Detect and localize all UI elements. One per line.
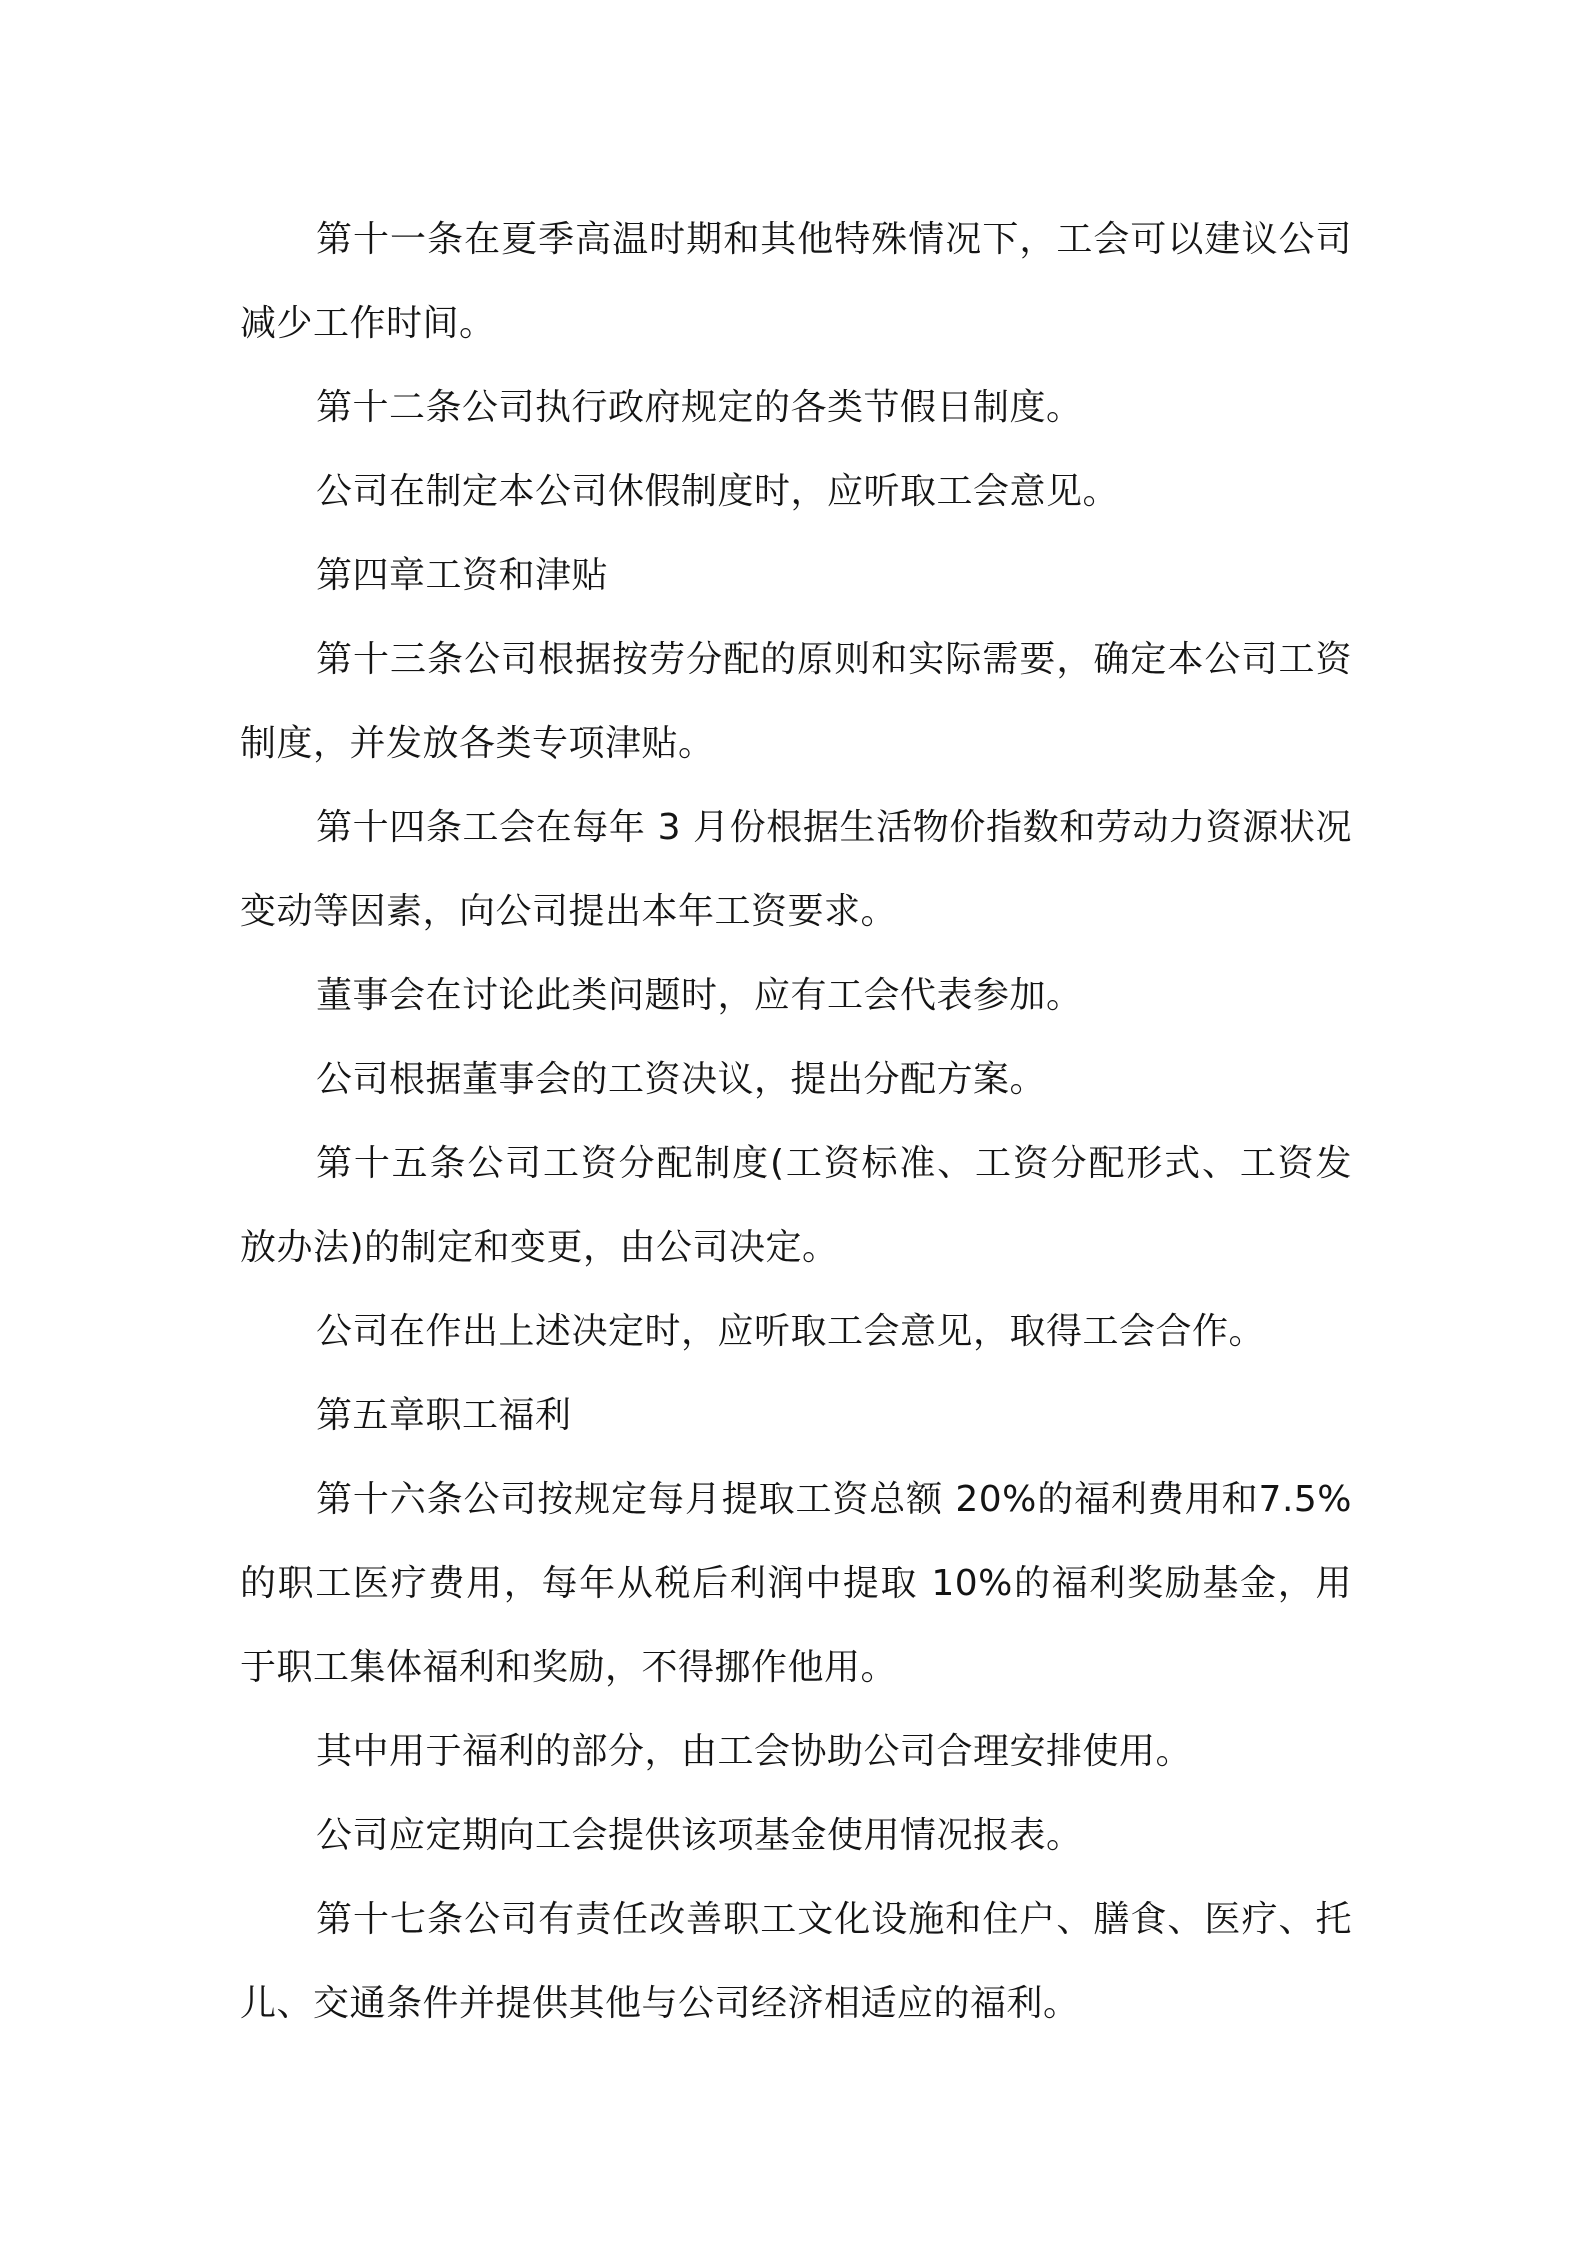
article-16: 第十六条公司按规定每月提取工资总额 20%的福利费用和7.5%的职工医疗费用，每年从税后利润中提取 10%的福利奖励基金，用于职工集体福利和奖励，不得挪作他用。: [240, 1479, 1352, 1688]
article-14-clause-1: 董事会在讨论此类问题时，应有工会代表参加。: [316, 975, 1083, 1016]
article-17: 第十七条公司有责任改善职工文化设施和住户、膳食、医疗、托儿、交通条件并提供其他与公司经济相适应的福利。: [240, 1899, 1352, 2024]
article-15-clause: 公司在作出上述决定时，应听取工会意见，取得工会合作。: [316, 1311, 1266, 1352]
article-13: 第十三条公司根据按劳分配的原则和实际需要，确定本公司工资制度，并发放各类专项津贴。: [240, 639, 1352, 764]
article-14: 第十四条工会在每年 3 月份根据生活物价指数和劳动力资源状况变动等因素，向公司提出本年工资要求。: [240, 807, 1352, 932]
article-15: 第十五条公司工资分配制度(工资标准、工资分配形式、工资发放办法)的制定和变更，由公司决定。: [240, 1143, 1352, 1268]
article-16-clause-2: 公司应定期向工会提供该项基金使用情况报表。: [316, 1815, 1083, 1856]
document-body: [240, 198, 1352, 2046]
article-12-clause: 公司在制定本公司休假制度时，应听取工会意见。: [316, 471, 1120, 512]
article-12: 第十二条公司执行政府规定的各类节假日制度。: [316, 387, 1083, 428]
article-14-clause-2: 公司根据董事会的工资决议，提出分配方案。: [316, 1059, 1047, 1100]
article-11: 第十一条在夏季高温时期和其他特殊情况下，工会可以建议公司减少工作时间。: [240, 219, 1352, 344]
article-16-clause-1: 其中用于福利的部分，由工会协助公司合理安排使用。: [316, 1731, 1193, 1772]
chapter-5-heading: 第五章职工福利: [316, 1395, 572, 1436]
chapter-4-heading: 第四章工资和津贴: [316, 555, 609, 596]
